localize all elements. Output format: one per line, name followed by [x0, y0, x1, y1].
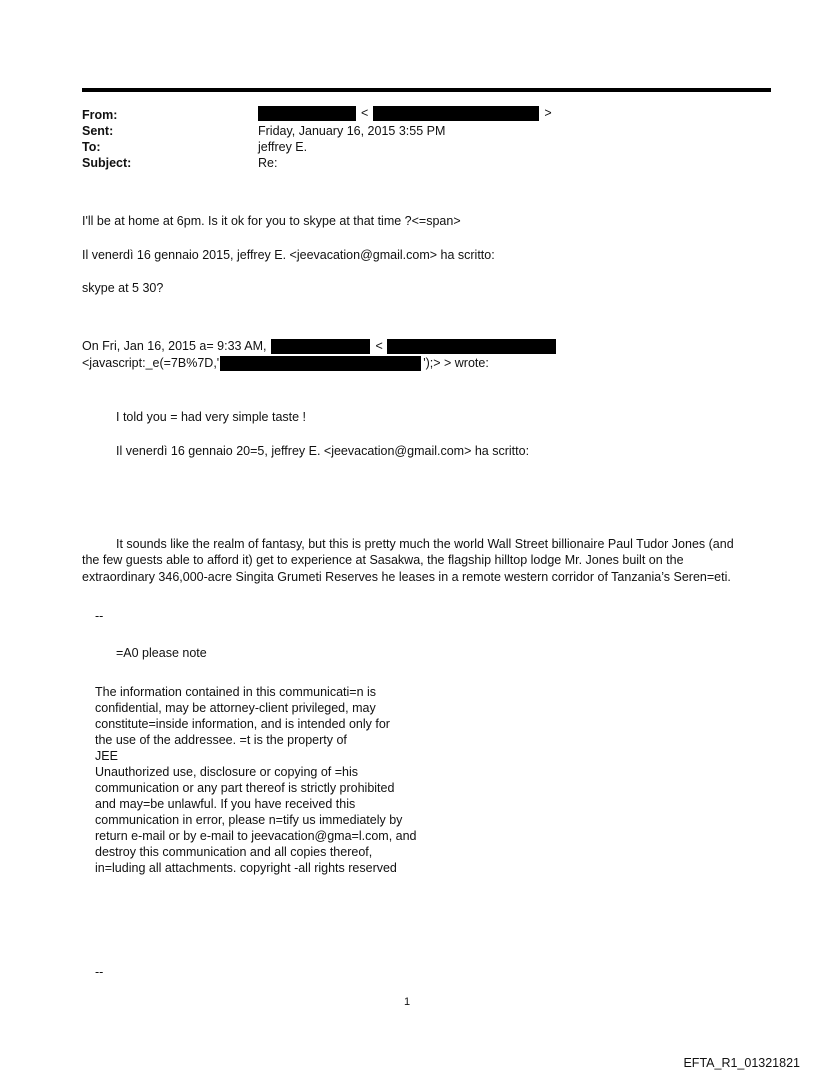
subject-label: Subject:: [82, 156, 132, 170]
sent-value: Friday, January 16, 2015 3:55 PM: [258, 124, 446, 138]
subject-value: Re:: [258, 156, 278, 170]
disclaimer-line: in=luding all attachments. copyright -all rights reserved: [95, 861, 397, 875]
redaction-quote-email: [387, 339, 556, 354]
disclaimer-line: JEE: [95, 749, 118, 763]
disclaimer-line: destroy this communication and all copies thereof,: [95, 845, 373, 859]
quote-header: On Fri, Jan 16, 2015 a= 9:33 AM,: [82, 339, 267, 353]
separator: --: [95, 965, 104, 979]
disclaimer-line: communication in error, please n=tify us immediately by: [95, 813, 403, 827]
to-value: jeffrey E.: [258, 140, 308, 154]
header-rule: [82, 88, 771, 92]
from-value: [258, 106, 552, 121]
disclaimer-line: and may=be unlawful. If you have received this: [95, 797, 356, 811]
body-line: skype at 5 30?: [82, 281, 164, 295]
para-line: It sounds like the realm of fantasy, but this is pretty much the world Wall Street billionaire Paul Tudor Jones (and: [116, 537, 734, 551]
quote-wrote: ');> > wrote:: [423, 356, 489, 370]
document-id: EFTA_R1_01321821: [683, 1056, 800, 1070]
page-number: 1: [404, 996, 411, 1008]
disclaimer-line: Unauthorized use, disclosure or copying of =his: [95, 765, 358, 779]
separator: --: [95, 609, 104, 623]
quote-javascript: <javascript:_e(=7B%7D,': [82, 356, 220, 370]
quote-javascript-row: [82, 356, 489, 371]
redaction-quote-js: [220, 356, 421, 371]
disclaimer-line: confidential, may be attorney-client privileged, may: [95, 701, 376, 715]
disclaimer-line: the use of the addressee. =t is the property of: [95, 733, 347, 747]
to-label: To:: [82, 140, 101, 154]
quote-lt: <: [375, 339, 383, 353]
from-lt: <: [361, 106, 369, 120]
from-gt: >: [544, 106, 552, 120]
disclaimer-line: The information contained in this communicati=n is: [95, 685, 377, 699]
body-line: Il venerdì 16 gennaio 20=5, jeffrey E. <jeevacation@gmail.com> ha scritto:: [116, 444, 530, 458]
from-label: From:: [82, 108, 118, 122]
disclaimer: [95, 684, 417, 876]
body-line: Il venerdì 16 gennaio 2015, jeffrey E. <jeevacation@gmail.com> ha scritto:: [82, 248, 495, 262]
disclaimer-line: constitute=inside information, and is intended only for: [95, 717, 390, 731]
redaction-from-email: [373, 106, 539, 121]
body-line: I told you = had very simple taste !: [116, 410, 307, 424]
disclaimer-line: communication or any part thereof is strictly prohibited: [95, 781, 395, 795]
redaction-quote-name: [271, 339, 370, 354]
sent-label: Sent:: [82, 124, 114, 138]
redaction-from-name: [258, 106, 356, 121]
quote-header-row: [82, 339, 556, 354]
para-line: extraordinary 346,000-acre Singita Grumeti Reserves he leases in a remote western corridor of Tanzania’s Seren=eti.: [82, 570, 731, 584]
disclaimer-line: return e-mail or by e-mail to jeevacation@gma=l.com, and: [95, 829, 417, 843]
body-line: I'll be at home at 6pm. Is it ok for you to skype at that time ?<=span>: [82, 214, 461, 228]
please-note: =A0 please note: [116, 646, 207, 660]
para-line: the few guests able to afford it) get to experience at Sasakwa, the flagship hilltop lodge Mr. Jones built on the: [82, 553, 684, 567]
